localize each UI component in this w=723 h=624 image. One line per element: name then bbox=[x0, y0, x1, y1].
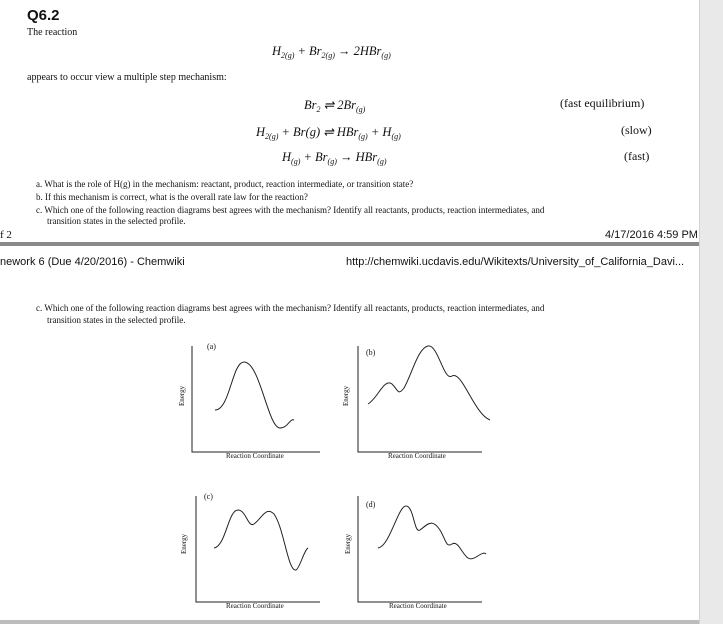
energy-curve bbox=[214, 510, 308, 570]
diagram-axes bbox=[358, 346, 482, 452]
diagram-x-label: Reaction Coordinate bbox=[226, 452, 284, 460]
energy-curve bbox=[378, 506, 486, 559]
diagram-axes bbox=[196, 496, 320, 602]
intro-text: The reaction bbox=[27, 27, 78, 38]
energy-diagram-a bbox=[170, 338, 330, 466]
overall-reaction-equation: $H_{2(g)} + Br_{2(g)} \to 2HBr_{(g)}$ bbox=[272, 44, 391, 60]
energy-curve bbox=[368, 346, 490, 420]
diagram-y-label: Energy bbox=[344, 533, 352, 554]
step-2-label: (slow) bbox=[621, 123, 652, 137]
part-b-text: b. If this mechanism is correct, what is the overall rate law for the reaction? bbox=[36, 192, 308, 202]
page-header-url: http://chemwiki.ucdavis.edu/Wikitexts/University_of_California_Davi... bbox=[346, 256, 685, 268]
energy-diagram-c bbox=[170, 488, 330, 616]
step-1-label: (fast equilibrium) bbox=[560, 96, 645, 110]
diagram-tag: (d) bbox=[366, 500, 376, 509]
diagram-tag: (c) bbox=[204, 492, 213, 501]
mechanism-intro: appears to occur view a multiple step mechanism: bbox=[27, 72, 227, 83]
diagram-y-label: Energy bbox=[342, 385, 350, 406]
viewer-right-margin bbox=[699, 0, 723, 624]
diagram-c-plot bbox=[170, 488, 330, 616]
part-a-text: a. What is the role of H(g) in the mechanism: reactant, product, reaction intermediate, or transition state? bbox=[36, 179, 414, 189]
diagram-tag: (a) bbox=[207, 342, 216, 351]
diagram-x-label: Reaction Coordinate bbox=[226, 602, 284, 610]
mechanism-step-2: $H_{2(g)} + Br(g)$ ⇌ $HBr_{(g)} + H_{(g)}$ bbox=[256, 125, 401, 141]
page-number: f 2 bbox=[0, 229, 12, 241]
step-3-label: (fast) bbox=[624, 149, 650, 163]
part-c-text: c. Which one of the following reaction diagrams best agrees with the mechanism? Identify all reactants, products, reaction intermediates, and bbox=[36, 205, 545, 215]
diagram-x-label: Reaction Coordinate bbox=[389, 602, 447, 610]
diagram-a-plot bbox=[170, 338, 330, 466]
diagram-axes bbox=[192, 346, 320, 452]
part-c-repeat-cont: transition states in the selected profile. bbox=[47, 315, 186, 325]
mechanism-step-3: $H_{(g)} + Br_{(g)} \to HBr_{(g)}$ bbox=[282, 150, 387, 166]
diagram-tag: (b) bbox=[366, 348, 376, 357]
energy-curve bbox=[215, 362, 294, 428]
part-c-repeat: c. Which one of the following reaction diagrams best agrees with the mechanism? Identify all reactants, products, reaction intermediates, and bbox=[36, 303, 545, 313]
question-page-top bbox=[0, 0, 699, 242]
diagram-d-plot bbox=[332, 488, 492, 616]
part-c-text-cont: transition states in the selected profile. bbox=[47, 216, 186, 226]
mechanism-step-1: $Br_2$ ⇌ $2Br_{(g)}$ bbox=[304, 98, 366, 114]
energy-diagram-d bbox=[332, 488, 492, 616]
print-timestamp: 4/17/2016 4:59 PM bbox=[605, 229, 698, 241]
diagram-axes bbox=[358, 496, 482, 602]
diagram-b-plot bbox=[332, 338, 492, 466]
question-title: Q6.2 bbox=[27, 7, 60, 24]
page-header-title: nework 6 (Due 4/20/2016) - Chemwiki bbox=[0, 256, 185, 268]
diagram-y-label: Energy bbox=[178, 385, 186, 406]
bottom-edge bbox=[0, 620, 699, 624]
diagram-y-label: Energy bbox=[180, 533, 188, 554]
energy-diagram-b bbox=[332, 338, 492, 466]
question-page-bottom bbox=[0, 246, 699, 624]
diagram-x-label: Reaction Coordinate bbox=[388, 452, 446, 460]
